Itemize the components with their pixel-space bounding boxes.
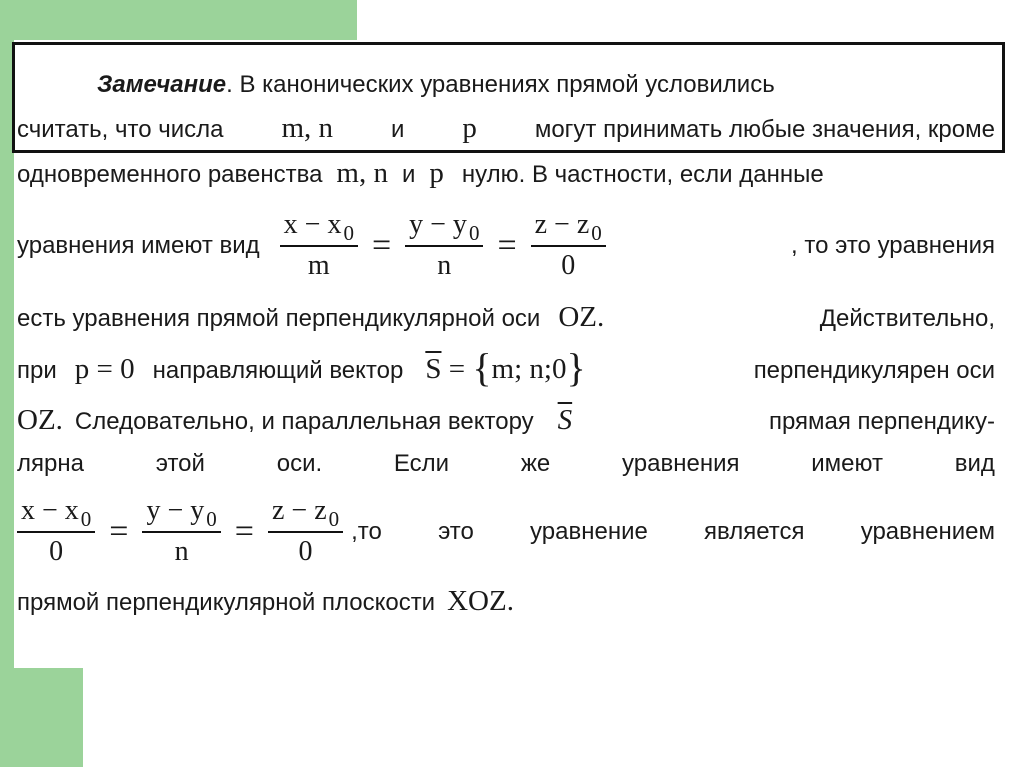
eq1-fraction-y: $\frac{y - y_0}{n}$ xyxy=(405,208,483,285)
body-line-7 xyxy=(17,405,995,437)
symbol-p-2: p xyxy=(429,157,444,189)
note-line-1 xyxy=(97,70,995,100)
word: этой xyxy=(155,450,205,477)
eq2-tail: ,то это уравнение является уравнением xyxy=(351,518,995,545)
body-line-7-b: прямая перпендику- xyxy=(768,408,995,435)
body-line-6-c: перпендикулярен оси xyxy=(753,357,995,384)
eq2-equals-1: = xyxy=(109,513,129,550)
note-line-1-rest: . В канонических уравнениях прямой условились xyxy=(226,71,775,98)
note-line-3-a: одновременного равенства xyxy=(17,161,323,188)
note-line-2-a: считать, что числа xyxy=(17,116,224,143)
body-line-6-a: при xyxy=(17,357,57,384)
word: имеют xyxy=(811,450,883,477)
eq1-equals-2: = xyxy=(497,227,517,264)
equation-line-1 xyxy=(17,205,995,287)
symbol-p: p xyxy=(462,112,477,144)
eq2-equals-2: = xyxy=(234,513,254,550)
axis-oz-2: OZ. xyxy=(17,404,63,436)
eq2-fraction-y: $\frac{y - y_0}{n}$ xyxy=(142,494,220,571)
body-line-6 xyxy=(17,345,995,390)
eq2-fraction-z: $\frac{z - z_0}{0}$ xyxy=(268,494,343,571)
direction-vector: $\overline{S} = \{m$; n;0} xyxy=(425,345,586,390)
body-line-8 xyxy=(17,449,995,479)
p-equals-zero: p = 0 xyxy=(74,353,135,385)
note-and: и xyxy=(391,116,405,143)
body-line-7-a: Следовательно, и параллельная вектору xyxy=(74,408,534,435)
word: вид xyxy=(954,450,995,477)
symbol-mn-2: m, n xyxy=(336,157,388,189)
vector-s: $\overline{S}$ xyxy=(557,404,573,436)
eq2-fraction-x: $\frac{x - x_0}{0}$ xyxy=(17,494,95,571)
eq1-equals-1: = xyxy=(371,227,392,264)
word: же xyxy=(520,450,551,477)
note-heading: Замечание xyxy=(97,71,227,98)
axis-oz: OZ. xyxy=(558,301,605,333)
note-line-2-b: могут принимать любые значения, кроме xyxy=(534,116,995,143)
body-line-5 xyxy=(17,302,995,334)
eq1-fraction-x: $\frac{x - x_0}{m}$ xyxy=(280,208,358,285)
eq1-lead: уравнения имеют вид xyxy=(17,232,260,259)
body-line-5-b: Действительно, xyxy=(819,305,995,332)
note-and-2: и xyxy=(401,161,416,188)
body-line-5-a: есть уравнения прямой перпендикулярной оси xyxy=(17,305,541,332)
green-accent-bottom xyxy=(0,668,83,767)
note-line-2 xyxy=(17,113,995,145)
symbol-mn: m, n xyxy=(281,112,334,144)
equation-line-2 xyxy=(17,490,995,574)
eq1-fraction-z: $\frac{z - z_0}{0}$ xyxy=(531,208,606,285)
word: лярна xyxy=(17,450,84,477)
body-line-6-b: направляющий вектор xyxy=(152,357,404,384)
body-last-text: прямой перпендикулярной плоскости xyxy=(17,589,436,616)
word: оси. xyxy=(276,450,323,477)
plane-xoz: XOZ. xyxy=(447,585,514,617)
note-line-1-text xyxy=(97,70,775,100)
eq1-tail: , то это уравнения xyxy=(791,232,995,259)
note-line-3 xyxy=(17,158,995,190)
word: Если xyxy=(393,450,450,477)
green-accent-top xyxy=(0,0,357,40)
body-last-line xyxy=(17,586,995,618)
word: уравнения xyxy=(622,450,740,477)
note-line-3-b: нулю. В частности, если данные xyxy=(461,161,824,188)
